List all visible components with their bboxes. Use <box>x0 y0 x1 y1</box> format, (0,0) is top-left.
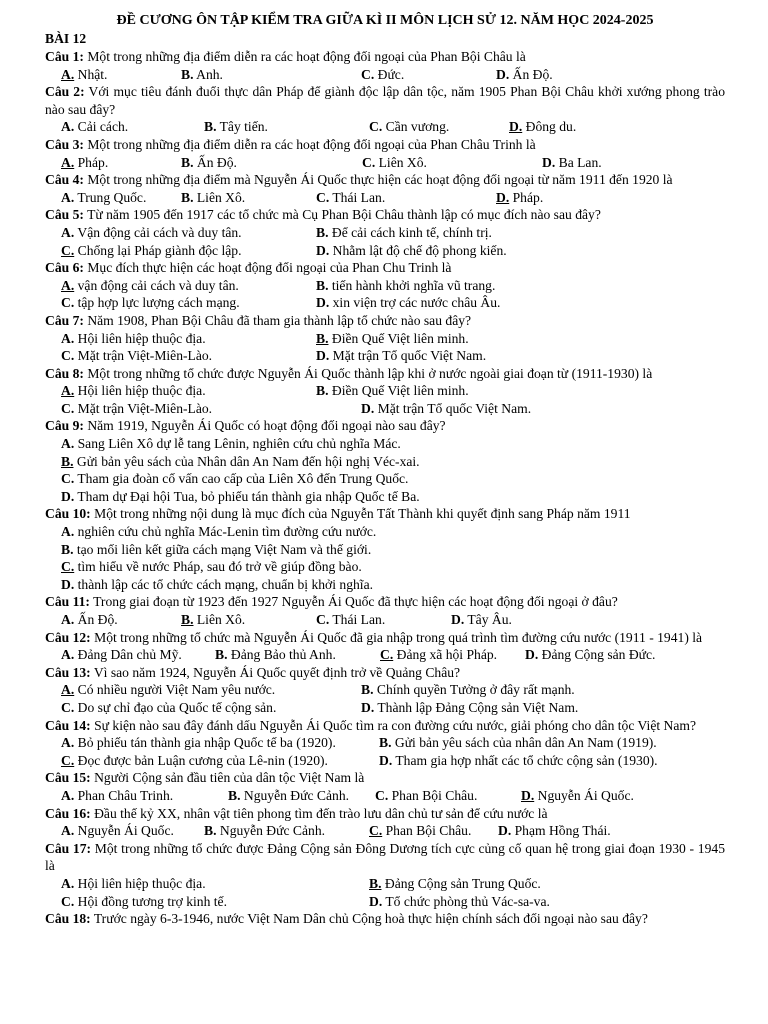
answer-option <box>181 611 316 629</box>
question-text: Người Cộng sản đầu tiên của dân tộc Việt Nam là <box>94 770 365 786</box>
option-letter: C. <box>362 154 376 170</box>
option-letter: D. <box>525 647 539 663</box>
option-text: Ấn Độ. <box>77 612 118 627</box>
option-letter: B. <box>181 189 194 205</box>
question-10 <box>45 505 725 523</box>
option-letter: D. <box>61 576 75 592</box>
option-text: Trung Quốc. <box>77 189 147 205</box>
question-number: Câu 4: <box>45 172 84 188</box>
answer-option <box>61 611 181 629</box>
option-letter: B. <box>181 66 194 82</box>
answer-option <box>316 611 451 629</box>
option-letter: D. <box>542 154 556 170</box>
option-letter: B. <box>61 541 74 557</box>
question-number: Câu 5: <box>45 207 84 223</box>
answer-option <box>61 875 369 893</box>
exam-outline-document <box>45 12 725 928</box>
answer-option <box>496 189 616 207</box>
question-text: Một trong những địa điểm diễn ra các hoạt động đối ngoại của Phan Bội Châu là <box>87 49 526 64</box>
option-text: Tổ chức phòng thủ Vác-sa-va. <box>385 893 550 909</box>
correct-option-letter: C. <box>369 823 383 839</box>
answer-option <box>61 576 373 594</box>
answer-options <box>45 347 725 365</box>
question-number: Câu 13: <box>45 664 91 680</box>
option-letter: D. <box>361 699 375 715</box>
option-text: Đảng xã hội Pháp. <box>396 647 498 663</box>
correct-option-letter: C. <box>61 559 75 575</box>
answer-option <box>61 400 361 418</box>
correct-option-letter: C. <box>61 242 75 258</box>
option-letter: D. <box>369 893 383 909</box>
answer-options <box>45 488 725 506</box>
answer-options <box>45 822 725 840</box>
correct-option-letter: B. <box>61 453 74 469</box>
option-letter: A. <box>61 735 75 751</box>
question-text: Đầu thế kỷ XX, nhân vật tiên phong tìm đến trào lưu dân chủ tư sản để cứu nước là <box>94 805 548 821</box>
question-4 <box>45 171 725 189</box>
option-letter: C. <box>316 189 330 205</box>
answer-option <box>61 118 204 136</box>
question-17 <box>45 840 725 875</box>
option-text: Hội liên hiệp thuộc địa. <box>77 383 206 399</box>
option-text: Liên Xô. <box>378 154 427 170</box>
question-text: Một trong những nội dung là mục đích của Nguyễn Tất Thành khi quyết định sang Pháp năm 1911 <box>94 506 631 522</box>
correct-option-letter: A. <box>61 66 75 82</box>
option-text: Thành lập Đảng Cộng sản Việt Nam. <box>377 699 579 715</box>
answer-option <box>361 400 661 418</box>
answer-options <box>45 893 725 911</box>
answer-options <box>45 154 725 172</box>
answer-option <box>509 118 629 136</box>
answer-options <box>45 699 725 717</box>
answer-option <box>61 541 371 559</box>
option-text: Ấn Độ. <box>512 66 553 82</box>
option-letter: D. <box>379 752 393 768</box>
answer-option <box>61 787 228 805</box>
question-number: Câu 10: <box>45 506 91 522</box>
option-text: Mặt trận Tổ quốc Việt Nam. <box>377 400 532 416</box>
option-text: Pháp. <box>512 189 544 205</box>
option-text: Liên Xô. <box>196 612 246 627</box>
answer-option <box>61 523 376 541</box>
option-text: Nhằm lật độ chế độ phong kiến. <box>332 242 507 258</box>
answer-option <box>228 787 375 805</box>
answer-option <box>379 752 724 770</box>
question-6 <box>45 259 725 277</box>
answer-option <box>362 154 542 172</box>
answer-option <box>61 330 316 348</box>
question-text: Sự kiện nào sau đây đánh dấu Nguyễn Ái Quốc tìm ra con đường cứu nước, giải phóng cho dân tộc Việt Nam? <box>94 717 696 733</box>
question-text: Một trong những địa điểm diễn ra các hoạt động đối ngoại của Phan Châu Trinh là <box>87 136 536 152</box>
answer-option <box>61 453 420 471</box>
option-text: tập hợp lực lượng cách mạng. <box>77 295 240 311</box>
answer-options <box>45 646 725 664</box>
answer-options <box>45 294 725 312</box>
option-text: Đảng Bảo thủ Anh. <box>230 647 336 663</box>
correct-option-letter: B. <box>181 612 194 627</box>
option-letter: B. <box>379 735 392 751</box>
option-text: Ấn Độ. <box>196 154 237 170</box>
option-text: Phan Châu Trinh. <box>77 787 174 803</box>
option-letter: C. <box>61 348 75 364</box>
option-text: Hội đồng tương trợ kinh tế. <box>77 893 227 909</box>
answer-option <box>61 224 316 242</box>
answer-option <box>181 189 316 207</box>
answer-option <box>61 822 204 840</box>
question-text: Một trong những tổ chức được Nguyễn Ái Quốc thành lập khi ở nước ngoài giai đoạn từ (1911-1930) là <box>87 365 653 381</box>
option-letter: B. <box>316 277 329 293</box>
option-letter: D. <box>496 66 510 82</box>
option-letter: D. <box>316 348 330 364</box>
correct-option-letter: B. <box>316 330 329 346</box>
answer-option <box>316 189 496 207</box>
option-letter: B. <box>204 823 217 839</box>
question-text: Trước ngày 6-3-1946, nước Việt Nam Dân chủ Cộng hoà thực hiện chính sách đối ngoại nào sau đây? <box>93 911 648 927</box>
answer-options <box>45 242 725 260</box>
option-letter: D. <box>361 400 375 416</box>
answer-options <box>45 734 725 752</box>
option-letter: A. <box>61 647 75 663</box>
option-text: Tham gia đoàn cố vấn cao cấp của Liên Xô đến Trung Quốc. <box>77 471 409 487</box>
answer-options <box>45 118 725 136</box>
option-text: nghiên cứu chủ nghĩa Mác-Lenin tìm đường cứu nước. <box>77 524 377 540</box>
answer-option <box>316 382 616 400</box>
option-text: Phạm Hồng Thái. <box>514 823 611 839</box>
answer-option <box>316 330 616 348</box>
answer-options <box>45 558 725 576</box>
correct-option-letter: C. <box>61 752 75 768</box>
question-15 <box>45 769 725 787</box>
question-text: Mục đích thực hiện các hoạt động đối ngoại của Phan Chu Trinh là <box>87 260 452 276</box>
option-text: Tham gia hợp nhất các tổ chức cộng sản (1930). <box>395 752 658 768</box>
option-text: Nguyễn Đức Cảnh. <box>219 823 326 839</box>
answer-option <box>521 787 671 805</box>
answer-option <box>181 154 362 172</box>
answer-option <box>61 646 215 664</box>
option-text: tìm hiểu về nước Pháp, sau đó trở về giúp đồng bào. <box>77 559 362 575</box>
option-letter: B. <box>215 647 228 663</box>
answer-option <box>61 734 379 752</box>
option-letter: C. <box>61 400 75 416</box>
answer-options <box>45 576 725 594</box>
option-text: tiến hành khởi nghĩa vũ trang. <box>331 277 496 293</box>
answer-options <box>45 470 725 488</box>
option-text: Nguyễn Đức Cảnh. <box>243 787 350 803</box>
option-letter: C. <box>369 119 383 135</box>
option-text: Điền Quế Việt liên minh. <box>331 383 469 399</box>
question-number: Câu 11: <box>45 594 90 610</box>
answer-option <box>542 154 662 172</box>
option-text: Đảng Cộng sản Trung Quốc. <box>384 875 541 891</box>
option-text: xin viện trợ các nước châu Âu. <box>332 295 501 311</box>
answer-options <box>45 875 725 893</box>
option-text: vận động cải cách và duy tân. <box>77 277 239 293</box>
correct-option-letter: A. <box>61 154 75 170</box>
option-text: Thái Lan. <box>332 612 386 627</box>
answer-option <box>380 646 525 664</box>
option-text: Có nhiều người Việt Nam yêu nước. <box>77 682 276 698</box>
answer-options <box>45 330 725 348</box>
option-letter: C. <box>361 66 375 82</box>
option-text: Hội liên hiệp thuộc địa. <box>77 330 206 346</box>
question-number: Câu 6: <box>45 260 84 276</box>
question-number: Câu 8: <box>45 365 84 381</box>
option-text: Liên Xô. <box>196 189 246 205</box>
question-number: Câu 18: <box>45 911 91 927</box>
option-letter: A. <box>61 330 75 346</box>
option-text: Vận động cải cách và duy tân. <box>77 224 242 240</box>
answer-options <box>45 435 725 453</box>
answer-option <box>181 66 361 84</box>
answer-option <box>361 699 661 717</box>
option-letter: C. <box>61 893 75 909</box>
question-11 <box>45 593 725 611</box>
question-number: Câu 16: <box>45 805 91 821</box>
option-text: Để cải cách kinh tế, chính trị. <box>331 224 492 240</box>
question-18 <box>45 910 725 928</box>
question-text: Một trong những tổ chức được Đảng Cộng sản Đông Dương tích cực củng cố quan hệ trong giai đoạn 1930 - 1945 là <box>45 840 725 874</box>
question-number: Câu 14: <box>45 717 91 733</box>
answer-options <box>45 681 725 699</box>
question-number: Câu 12: <box>45 629 91 645</box>
option-text: thành lập các tổ chức cách mạng, chuẩn bị khởi nghĩa. <box>77 576 374 592</box>
answer-options <box>45 787 725 805</box>
document-title: ĐỀ CƯƠNG ÔN TẬP KIỂM TRA GIỮA KÌ II MÔN LỊCH SỬ 12. NĂM HỌC 2024-2025 <box>116 13 654 28</box>
answer-option <box>316 277 616 295</box>
option-text: Anh. <box>196 66 223 82</box>
option-text: Gửi bản yêu sách của nhân dân An Nam (1919). <box>394 735 657 751</box>
answer-option <box>61 435 401 453</box>
answer-option <box>61 488 420 506</box>
option-text: Mặt trận Việt-Miên-Lào. <box>77 400 213 416</box>
correct-option-letter: A. <box>61 682 75 698</box>
option-letter: A. <box>61 823 75 839</box>
option-letter: A. <box>61 189 75 205</box>
option-text: Đông du. <box>525 119 577 135</box>
answer-options <box>45 189 725 207</box>
answer-option <box>61 347 316 365</box>
option-text: Đức. <box>377 66 405 82</box>
question-13 <box>45 664 725 682</box>
answer-option <box>61 242 316 260</box>
option-letter: D. <box>316 242 330 258</box>
answer-option <box>496 66 616 84</box>
answer-option <box>498 822 648 840</box>
option-letter: A. <box>61 524 75 540</box>
answer-option <box>369 822 498 840</box>
answer-option <box>61 681 361 699</box>
answer-option <box>369 118 509 136</box>
answer-option <box>61 154 181 172</box>
option-text: Nguyễn Ái Quốc. <box>77 823 174 839</box>
correct-option-letter: A. <box>61 277 75 293</box>
option-text: Bỏ phiếu tán thành gia nhập Quốc tế ba (1920). <box>77 735 336 751</box>
question-text: Với mục tiêu đánh đuổi thực dân Pháp để giành độc lập dân tộc, năm 1905 Phan Bội Châu khởi xướng phong trào nào sau đây? <box>45 84 725 117</box>
option-letter: C. <box>375 787 389 803</box>
option-text: Do sự chỉ đạo của Quốc tế cộng sản. <box>77 699 277 715</box>
answer-option <box>61 66 181 84</box>
option-letter: B. <box>316 224 329 240</box>
option-letter: B. <box>181 154 194 170</box>
option-text: Cần vương. <box>385 119 450 135</box>
option-letter: C. <box>61 699 75 715</box>
option-letter: D. <box>61 488 75 504</box>
answer-option <box>61 752 379 770</box>
question-text: Từ năm 1905 đến 1917 các tổ chức mà Cụ Phan Bội Châu thành lập có mục đích nào sau đây? <box>87 207 601 223</box>
question-text: Năm 1919, Nguyễn Ái Quốc có hoạt động đối ngoại nào sau đây? <box>87 418 446 434</box>
option-letter: D. <box>451 612 465 627</box>
option-text: Nguyễn Ái Quốc. <box>537 787 634 803</box>
answer-options <box>45 224 725 242</box>
option-text: tạo mối liên kết giữa cách mạng Việt Nam và thế giới. <box>76 541 372 557</box>
question-12 <box>45 629 725 647</box>
option-text: Chính quyền Tưởng ở đây rất mạnh. <box>376 682 575 698</box>
option-text: Đảng Cộng sản Đức. <box>541 647 656 663</box>
answer-option <box>61 470 408 488</box>
answer-option <box>61 558 362 576</box>
option-text: Đảng Dân chủ Mỹ. <box>77 647 182 663</box>
option-text: Đọc được bản Luận cương của Lê-nin (1920). <box>77 752 328 768</box>
question-5 <box>45 206 725 224</box>
lesson-heading: BÀI 12 <box>45 31 87 46</box>
option-letter: A. <box>61 436 75 452</box>
option-text: Tây tiến. <box>219 119 268 135</box>
answer-option <box>369 875 669 893</box>
option-text: Tham dự Đại hội Tua, bỏ phiếu tán thành gia nhập Quốc tế Ba. <box>77 488 420 504</box>
question-number: Câu 17: <box>45 840 92 856</box>
answer-options <box>45 453 725 471</box>
option-text: Mặt trận Tổ quốc Việt Nam. <box>332 348 487 364</box>
option-text: Ba Lan. <box>558 154 602 170</box>
question-14 <box>45 717 725 735</box>
option-text: Nhật. <box>77 66 108 82</box>
option-text: Tây Âu. <box>467 612 512 627</box>
correct-option-letter: D. <box>509 119 523 135</box>
question-number: Câu 3: <box>45 136 84 152</box>
option-text: Phan Bội Châu. <box>385 823 472 839</box>
answer-option <box>451 611 571 629</box>
option-letter: B. <box>228 787 241 803</box>
option-letter: B. <box>204 119 217 135</box>
question-3 <box>45 136 725 154</box>
question-text: Năm 1908, Phan Bội Châu đã tham gia thành lập tổ chức nào sau đây? <box>87 312 472 328</box>
option-text: Hội liên hiệp thuộc địa. <box>77 875 206 891</box>
answer-option <box>316 224 616 242</box>
option-letter: A. <box>61 612 75 627</box>
correct-option-letter: D. <box>496 189 510 205</box>
question-1 <box>45 48 725 66</box>
answer-option <box>361 681 661 699</box>
question-number: Câu 1: <box>45 49 84 64</box>
option-letter: D. <box>316 295 330 311</box>
answer-options <box>45 277 725 295</box>
answer-options <box>45 66 725 84</box>
option-text: Pháp. <box>77 154 109 170</box>
option-letter: D. <box>498 823 512 839</box>
answer-option <box>204 822 369 840</box>
answer-option <box>61 277 316 295</box>
question-number: Câu 9: <box>45 418 84 434</box>
question-text: Vì sao năm 1924, Nguyễn Ái Quốc quyết định trở về Quảng Châu? <box>93 664 461 680</box>
option-text: Sang Liên Xô dự lễ tang Lênin, nghiên cứu chủ nghĩa Mác. <box>77 436 401 452</box>
answer-option <box>61 382 316 400</box>
answer-option <box>215 646 380 664</box>
question-number: Câu 15: <box>45 770 91 786</box>
answer-options <box>45 752 725 770</box>
option-letter: B. <box>361 682 374 698</box>
question-text: Một trong những địa điểm mà Nguyễn Ái Quốc thực hiện các hoạt động đối ngoại từ năm 1911 đến 1920 là <box>87 172 673 188</box>
correct-option-letter: D. <box>521 787 535 803</box>
option-letter: C. <box>316 612 330 627</box>
question-8 <box>45 365 725 383</box>
option-letter: A. <box>61 119 75 135</box>
option-text: Thái Lan. <box>332 189 386 205</box>
question-2 <box>45 83 725 118</box>
answer-options <box>45 523 725 541</box>
answer-options <box>45 541 725 559</box>
answer-options <box>45 611 725 629</box>
option-text: Cải cách. <box>77 119 129 135</box>
option-text: Điền Quế Việt liên minh. <box>331 330 469 346</box>
question-text: Một trong những tổ chức mà Nguyễn Ái Quốc đã gia nhập trong quá trình tìm đường cứu nước (1911 - 1941) là <box>94 629 703 645</box>
answer-option <box>525 646 705 664</box>
option-letter: C. <box>61 471 75 487</box>
answer-option <box>316 294 616 312</box>
answer-option <box>61 699 361 717</box>
option-letter: A. <box>61 875 75 891</box>
answer-option <box>361 66 496 84</box>
question-7 <box>45 312 725 330</box>
option-letter: B. <box>316 383 329 399</box>
question-number: Câu 2: <box>45 84 85 100</box>
question-9 <box>45 417 725 435</box>
correct-option-letter: B. <box>369 875 382 891</box>
correct-option-letter: A. <box>61 383 75 399</box>
answer-option <box>375 787 521 805</box>
correct-option-letter: C. <box>380 647 394 663</box>
answer-option <box>61 189 181 207</box>
option-text: Gửi bản yêu sách của Nhân dân An Nam đến hội nghị Véc-xai. <box>76 453 420 469</box>
answer-options <box>45 382 725 400</box>
question-number: Câu 7: <box>45 312 84 328</box>
option-letter: A. <box>61 787 75 803</box>
answer-option <box>316 242 616 260</box>
answer-option <box>379 734 724 752</box>
answer-options <box>45 400 725 418</box>
answer-option <box>316 347 616 365</box>
answer-option <box>61 294 316 312</box>
question-16 <box>45 805 725 823</box>
question-list <box>45 48 725 928</box>
option-text: Phan Bội Châu. <box>391 787 478 803</box>
option-letter: C. <box>61 295 75 311</box>
answer-option <box>61 893 369 911</box>
option-letter: A. <box>61 224 75 240</box>
option-text: Chống lại Pháp giành độc lập. <box>77 242 242 258</box>
option-text: Mặt trận Việt-Miên-Lào. <box>77 348 213 364</box>
answer-option <box>369 893 669 911</box>
question-text: Trong giai đoạn từ 1923 đến 1927 Nguyễn Ái Quốc đã thực hiện các hoạt động đối ngoại ở đâu? <box>93 594 618 610</box>
answer-option <box>204 118 369 136</box>
